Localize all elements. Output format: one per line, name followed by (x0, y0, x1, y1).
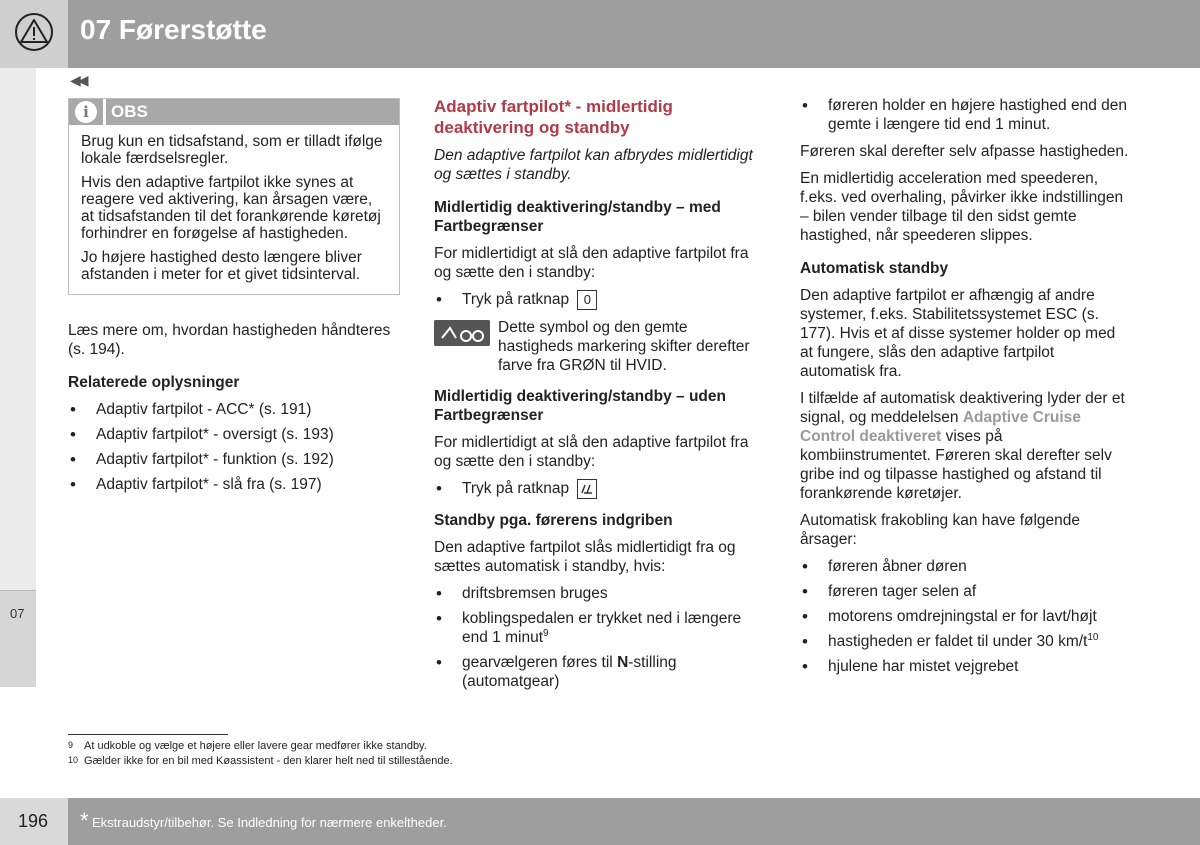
section-intro: Den adaptive fartpilot kan afbrydes midlertidigt og sættes i standby. (434, 147, 753, 183)
intervention-item: • driftsbremsen bruges (434, 584, 766, 603)
instruction-item (434, 290, 766, 310)
related-heading: Relaterede oplysninger (68, 374, 240, 391)
instruction-text: For midlertidigt at slå den adaptive fartpilot fra og sætte den i standby: (434, 245, 749, 281)
steering-button-pause-icon (577, 479, 597, 499)
footnote (68, 740, 427, 752)
reasons-list (800, 557, 1130, 676)
reason-item: • føreren tager selen af (800, 582, 1130, 601)
intervention-text: koblingspedalen er trykket ned i længere end 1 minut (462, 610, 742, 646)
footnote-number: 10 (68, 755, 79, 765)
reason-item (800, 632, 1130, 651)
instruction-item (434, 479, 766, 499)
steering-button-0-icon: 0 (577, 290, 597, 310)
intervention-list (434, 584, 766, 691)
obs-title: OBS (111, 102, 148, 121)
instruction-label: Tryk på ratknap (462, 480, 570, 498)
related-link[interactable]: • Adaptiv fartpilot* - slå fra (s. 197) (68, 475, 400, 494)
subheading-with-limiter: Midlertidig deaktivering/standby – med Fartbegrænser (434, 199, 721, 235)
column-middle (434, 96, 766, 699)
instruction-label: Tryk på ratknap (462, 291, 570, 309)
reason-text: hastigheden er faldet til under 30 km/t (828, 633, 1088, 650)
reason-item: • motorens omdrejningstal er for lavt/højt (800, 607, 1130, 626)
paragraph (800, 389, 1130, 503)
footer-note: Ekstraudstyr/tilbehør. Se Indledning for nærmere enkeltheder. (92, 815, 447, 830)
obs-box (68, 98, 400, 295)
auto-standby-heading: Automatisk standby (800, 260, 949, 277)
subheading-driver-intervention: Standby pga. førerens indgriben (434, 512, 673, 529)
section-title: Adaptiv fartpilot* - midlertidig deaktivering og standby (434, 97, 673, 137)
reason-item: • føreren åbner døren (800, 557, 1130, 576)
chapter-title: 07 Førerstøtte (80, 14, 267, 45)
column-right (800, 96, 1130, 684)
header-icon-panel (0, 0, 68, 68)
chapter-tab-label: 07 (10, 606, 25, 621)
display-message: Adaptive Cruise Control deaktiveret (800, 409, 1081, 445)
read-more-text: Læs mere om, hvordan hastigheden håndteres (s. 194). (68, 322, 391, 358)
intervention-text: gearvælgeren føres til (462, 654, 618, 671)
related-link[interactable]: • Adaptiv fartpilot* - oversigt (s. 193) (68, 425, 400, 444)
footnote-ref: 10 (1087, 631, 1099, 643)
paragraph-text: vises på kombiinstrumentet. Føreren skal derefter selv gribe ind og tilpasse hastighed og afstand til forankørende køretøjer. (800, 428, 1112, 502)
obs-paragraph: Jo højere hastighed desto længere bliver afstanden i meter for et givet tidsinterval. (81, 249, 362, 283)
cruise-control-symbol-icon (434, 320, 490, 346)
intervention-text: Den adaptive fartpilot slås midlertidigt fra og sættes automatisk i standby, hvis: (434, 539, 736, 575)
info-icon: i (75, 101, 97, 123)
instruction-text: For midlertidigt at slå den adaptive fartpilot fra og sætte den i standby: (434, 434, 749, 470)
obs-body (69, 125, 399, 294)
subheading-without-limiter: Midlertidig deaktivering/standby – uden Fartbegrænser (434, 388, 726, 424)
paragraph: En midlertidig acceleration med speederen, f.eks. ved overhaling, påvirker ikke indstillingen – bilen vender tilbage til den sidst gemte hastighed, når speederen slippes. (800, 170, 1124, 244)
symbol-note (434, 318, 766, 375)
obs-paragraph: Hvis den adaptive fartpilot ikke synes at reagere ved aktivering, kan årsagen være, at tidsafstanden til det forankørende køretøj forhindrer en forøgelse af hastigheden. (81, 174, 381, 242)
instruction-list (434, 290, 766, 310)
footnote (68, 755, 453, 767)
obs-divider (103, 99, 106, 125)
paragraph: Automatisk frakobling kan have følgende årsager: (800, 512, 1081, 548)
obs-header (69, 99, 399, 125)
intervention-text: -stilling (automatgear) (462, 654, 677, 690)
paragraph: Føreren skal derefter selv afpasse hastigheden. (800, 143, 1129, 160)
page-number: 196 (18, 811, 49, 831)
footnote-text: Gælder ikke for en bil med Køassistent - den klarer helt ned til stillestående. (84, 755, 453, 767)
gear-n-label: N (617, 654, 629, 671)
back-nav-icon[interactable]: ◀◀ (70, 72, 86, 88)
paragraph-text: I tilfælde af automatisk deaktivering lyder der et signal, og meddelelsen (800, 390, 1125, 426)
footnote-ref: 9 (543, 627, 549, 639)
footnote-divider (68, 734, 228, 735)
related-list (68, 400, 400, 494)
warning-triangle-icon (14, 12, 54, 52)
obs-paragraph: Brug kun en tidsafstand, som er tilladt ifølge lokale færdselsregler. (81, 133, 383, 167)
symbol-note-text: Dette symbol og den gemte hastigheds markering skifter derefter farve fra GRØN til HVID. (498, 319, 750, 374)
intervention-item (434, 609, 766, 647)
continued-list (800, 96, 1130, 134)
column-left (68, 98, 400, 502)
continued-item: • føreren holder en højere hastighed end den gemte i længere tid end 1 minut. (800, 96, 1130, 134)
instruction-list (434, 479, 766, 499)
intervention-item (434, 653, 766, 691)
related-link[interactable]: • Adaptiv fartpilot* - funktion (s. 192) (68, 450, 400, 469)
footnote-number: 9 (68, 740, 74, 750)
footer-star: * (80, 808, 89, 833)
reason-item: • hjulene har mistet vejgrebet (800, 657, 1130, 676)
related-link[interactable]: • Adaptiv fartpilot - ACC* (s. 191) (68, 400, 400, 419)
footnote-text: At udkoble og vælge et højere eller lavere gear medfører ikke standby. (84, 740, 427, 752)
chapter-tab[interactable] (0, 590, 36, 687)
auto-standby-text: Den adaptive fartpilot er afhængig af andre systemer, f.eks. Stabilitetssystemet ESC (s. 177). Hvis et af disse systemer holder op med at fungere, slås den adaptive fartpilot automatisk fra. (800, 287, 1116, 380)
